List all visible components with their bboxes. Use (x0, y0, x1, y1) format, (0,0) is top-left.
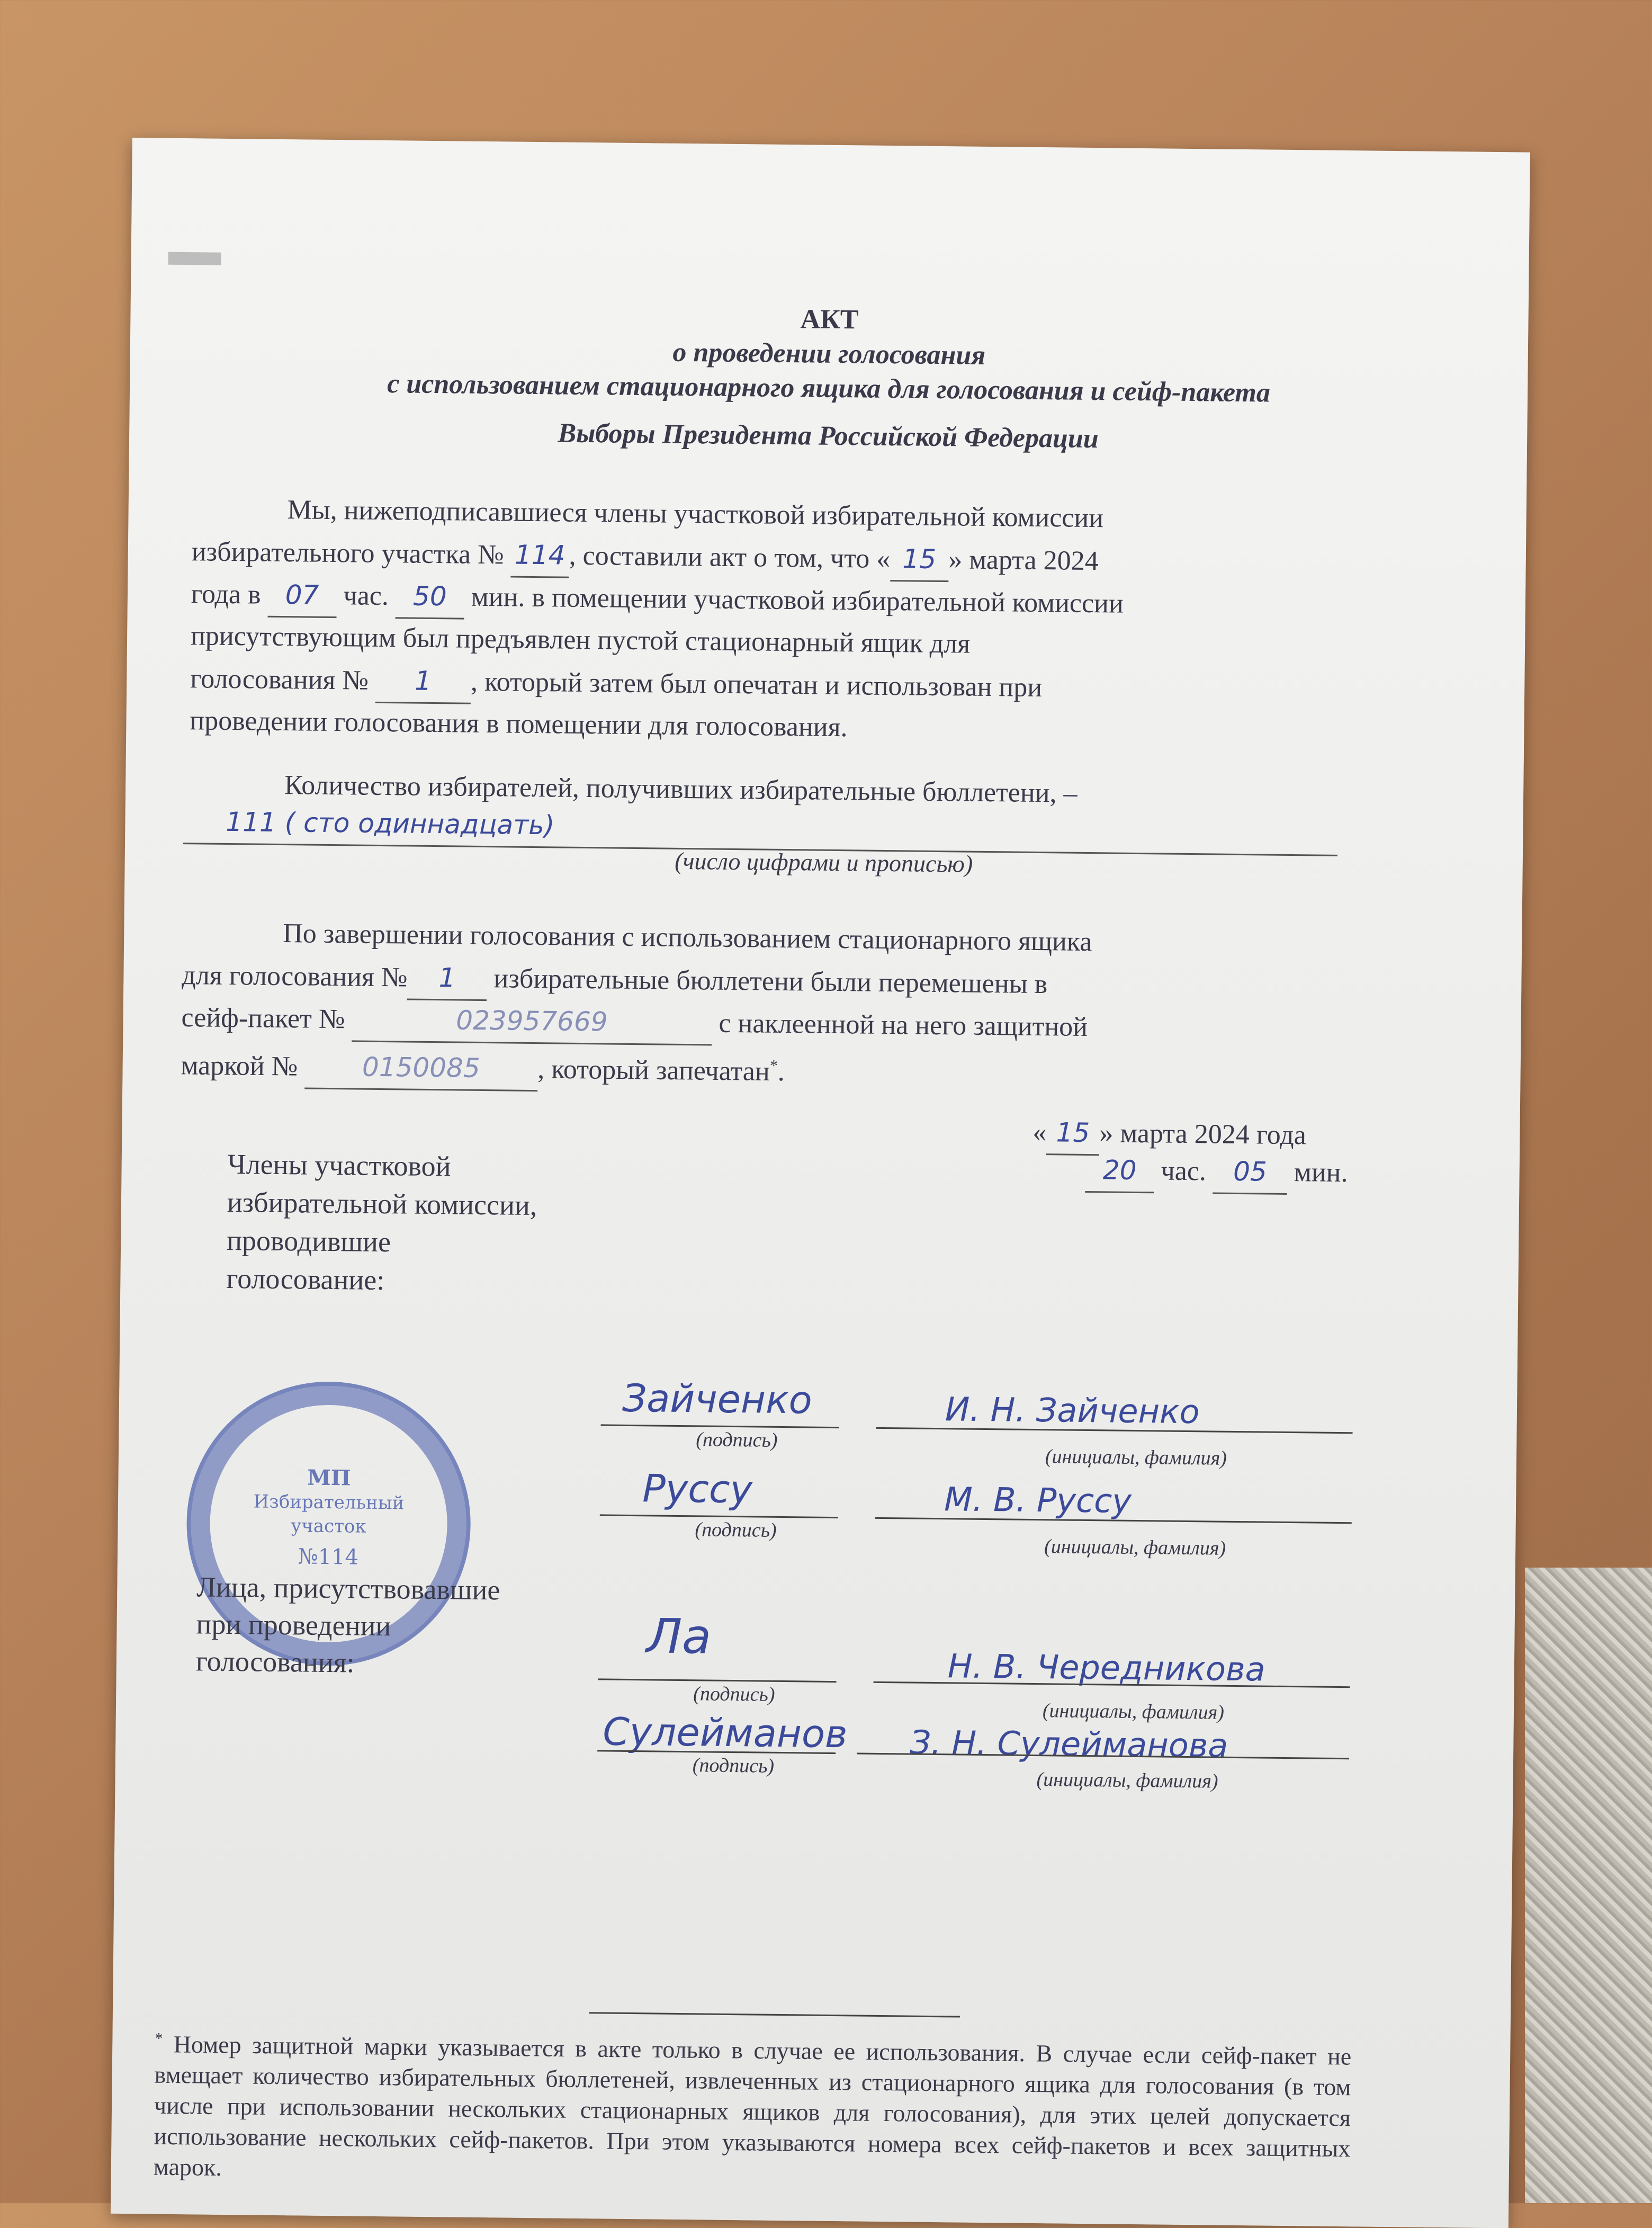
caption-name: (инициалы, фамилия) (1044, 1535, 1226, 1560)
text: при проведении (196, 1608, 391, 1642)
text: час. (343, 580, 389, 612)
name-2: М. В. Руссу (944, 1480, 1132, 1520)
minute-value: 50 (395, 575, 464, 619)
text: Члены участковой (227, 1148, 451, 1183)
doc-subtitle-2: с использованием стационарного ящика для голосования и сейф-пакета (387, 369, 1271, 408)
end-minute: 05 (1213, 1150, 1288, 1194)
para3-line4 (181, 1039, 785, 1094)
text: маркой № (181, 1050, 298, 1082)
text: избирательного участка № (191, 536, 505, 570)
persons-label (196, 1568, 500, 1683)
caption-name: (инициалы, фамилия) (1036, 1768, 1218, 1793)
text: » марта 2024 года (1099, 1118, 1307, 1151)
text: , который запечатан (537, 1054, 770, 1087)
footnote-divider (589, 2012, 960, 2017)
text: проводившие (226, 1224, 391, 1258)
hour-value: 07 (267, 574, 337, 618)
text: Лица, присутствовавшие (196, 1571, 500, 1606)
text: для голосования № (182, 960, 408, 993)
name-4: З. Н. Сулейманова (909, 1723, 1228, 1765)
document-page (111, 138, 1530, 2228)
paper-tab (168, 252, 221, 265)
election-name: Выборы Президента Российской Федерации (558, 418, 1099, 454)
signature-4: Сулейманов (603, 1709, 848, 1757)
name-1: И. Н. Зайченко (945, 1390, 1200, 1431)
text: » марта 2024 (948, 544, 1099, 577)
box-number-2: 1 (407, 956, 487, 1001)
para3-line1: По завершении голосования с использованием стационарного ящика (282, 918, 1092, 958)
voters-count-hint: (число цифрами и прописью) (675, 847, 973, 878)
caption-sign: (подпись) (695, 1518, 777, 1542)
caption-name: (инициалы, фамилия) (1045, 1445, 1227, 1470)
day-value: 15 (890, 538, 949, 582)
text: , который затем был опечатан и использован при (470, 666, 1043, 703)
caption-sign: (подпись) (693, 1683, 775, 1706)
end-time (1085, 1149, 1348, 1195)
end-hour: 20 (1085, 1149, 1154, 1193)
text: избирательные бюллетени были перемешены в (493, 963, 1048, 1000)
end-day: 15 (1046, 1111, 1100, 1156)
signature-1: Зайченко (622, 1375, 813, 1422)
floor-background (1525, 1568, 1652, 2203)
box-number: 1 (375, 659, 471, 704)
station-number: 114 (510, 534, 569, 578)
text: мин. (1294, 1157, 1348, 1188)
doc-title: АКТ (800, 304, 859, 335)
text: с наклеенной на него защитной (719, 1008, 1088, 1042)
security-mark-number: 0150085 (304, 1045, 538, 1092)
text: голосования: (195, 1645, 355, 1679)
para1-line6: проведении голосования в помещении для голосования. (190, 705, 848, 743)
signature-3: Ла (645, 1608, 712, 1665)
signature-2: Руссу (642, 1466, 753, 1512)
caption-sign: (подпись) (696, 1428, 778, 1452)
footnote-marker: * (155, 2029, 163, 2047)
members-label (226, 1145, 537, 1301)
stamp-number: №114 (298, 1544, 359, 1570)
stamp-line: Избирательный (253, 1491, 405, 1514)
text: , составили акт о том, что « (569, 540, 891, 575)
doc-subtitle-1: о проведении голосования (672, 337, 986, 371)
caption-sign: (подпись) (692, 1754, 775, 1777)
text: сейф-пакет № (181, 1003, 345, 1035)
text: голосования № (190, 664, 369, 696)
stamp-line: участок (291, 1515, 366, 1537)
para1-line1: Мы, нижеподписавшиеся члены участковой избирательной комиссии (287, 495, 1104, 534)
text: мин. в помещении участковой избирательной комиссии (471, 581, 1124, 619)
text: « (1032, 1117, 1047, 1148)
footnote-ref: * (769, 1057, 778, 1075)
safe-packet-number: 023957669 (352, 998, 712, 1045)
text: час. (1161, 1156, 1207, 1187)
caption-name: (инициалы, фамилия) (1042, 1699, 1225, 1724)
text: избирательной комиссии, (227, 1186, 537, 1222)
text: года в (191, 579, 261, 610)
voters-count: 111 ( сто одиннадцать) (183, 800, 1338, 856)
stamp-mp: МП (307, 1465, 351, 1491)
footnote-text: Номер защитной марки указывается в акте только в случае ее использования. В случае если сейф-пакет не вмещает количество избирательных бюллетеней, извлеченных из стационарного ящика для голосования (в том числе при использовании нескольких стационарных ящиков для голосования), для этих целей допускается использование нескольких сейф-пакетов. При этом указываются номера всех сейф-пакетов и всех защитных марок. (153, 2030, 1352, 2181)
para1-line4: присутствующим был предъявлен пустой стационарный ящик для (190, 621, 971, 659)
text: голосование: (226, 1262, 385, 1296)
text: . (777, 1057, 785, 1087)
name-3: Н. В. Чередникова (947, 1647, 1265, 1689)
footnote (154, 2024, 1352, 2195)
para2-line1: Количество избирателей, получивших избирательные бюллетени, – (284, 770, 1078, 809)
